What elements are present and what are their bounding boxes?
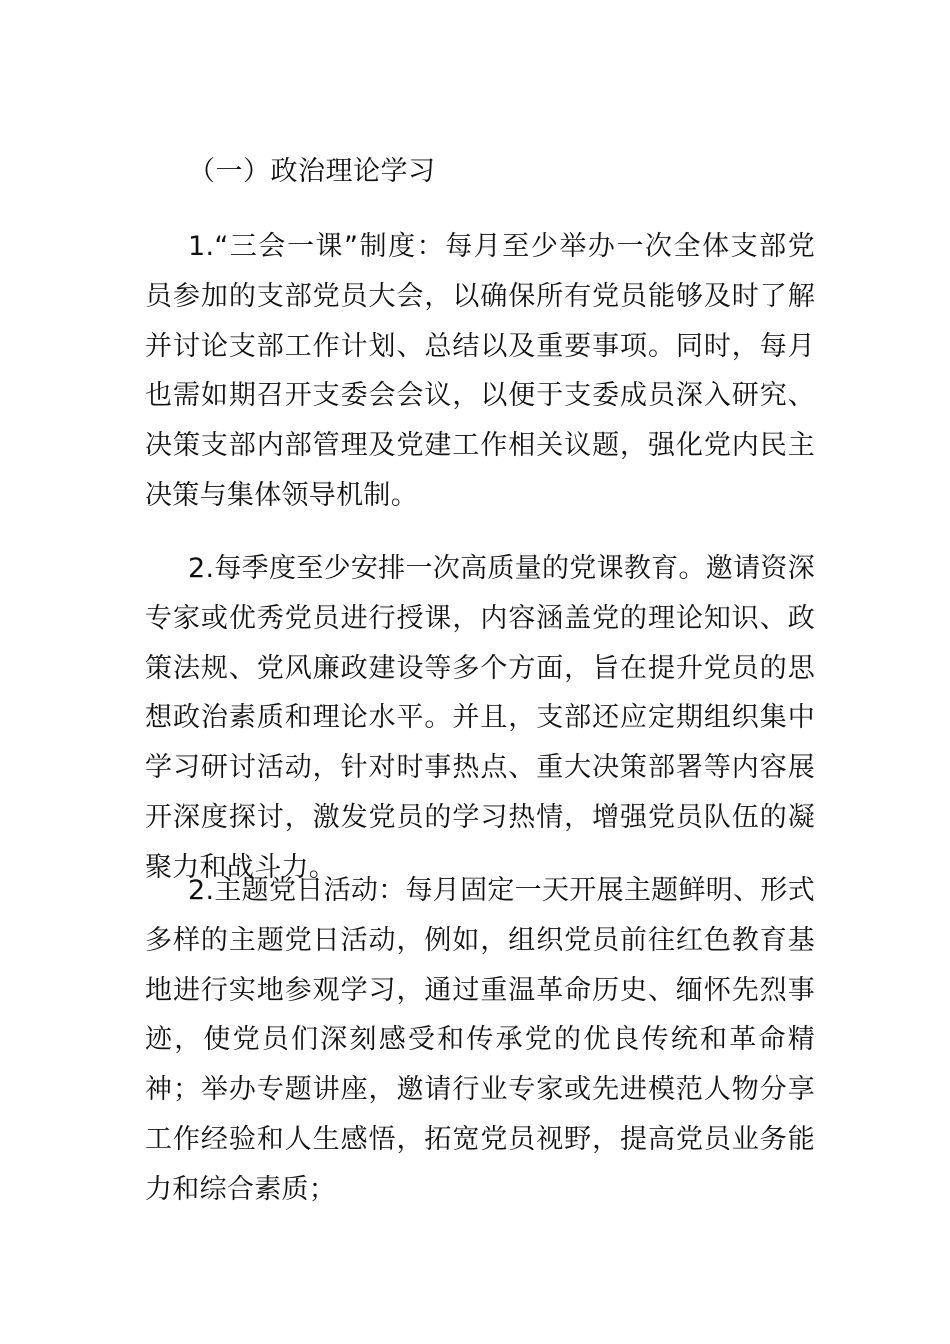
section-heading: （一）政治理论学习 — [188, 156, 436, 187]
paragraph-quarterly-party-lesson: 2.每季度至少安排一次高质量的党课教育。邀请资深专家或优秀党员进行授课，内容涵盖党的理论知识、政策法规、党风廉政建设等多个方面，旨在提升党员的思想政治素质和理论水平。并且，支部还应定期组织集中学习研讨活动，针对时事热点、重大决策部署等内容展开深度探讨，激发党员的学习热情，增强党员队伍的凝聚力和战斗力。 — [145, 553, 815, 883]
paragraph-three-meetings-one-lesson: 1.“三会一课”制度：每月至少举办一次全体支部党员参加的支部党员大会，以确保所有党员能够及时了解并讨论支部工作计划、总结以及重要事项。同时，每月也需如期召开支委会会议，以便于支委成员深入研究、决策支部内部管理及党建工作相关议题，强化党内民主决策与集体领导机制。 — [145, 231, 815, 511]
paragraph-theme-party-day: 2.主题党日活动：每月固定一天开展主题鲜明、形式多样的主题党日活动，例如，组织党员前往红色教育基地进行实地参观学习，通过重温革命历史、缅怀先烈事迹，使党员们深刻感受和传承党的优良传统和革命精神；举办专题讲座，邀请行业专家或先进模范人物分享工作经验和人生感悟，拓宽党员视野，提高党员业务能力和综合素质； — [145, 875, 815, 1205]
